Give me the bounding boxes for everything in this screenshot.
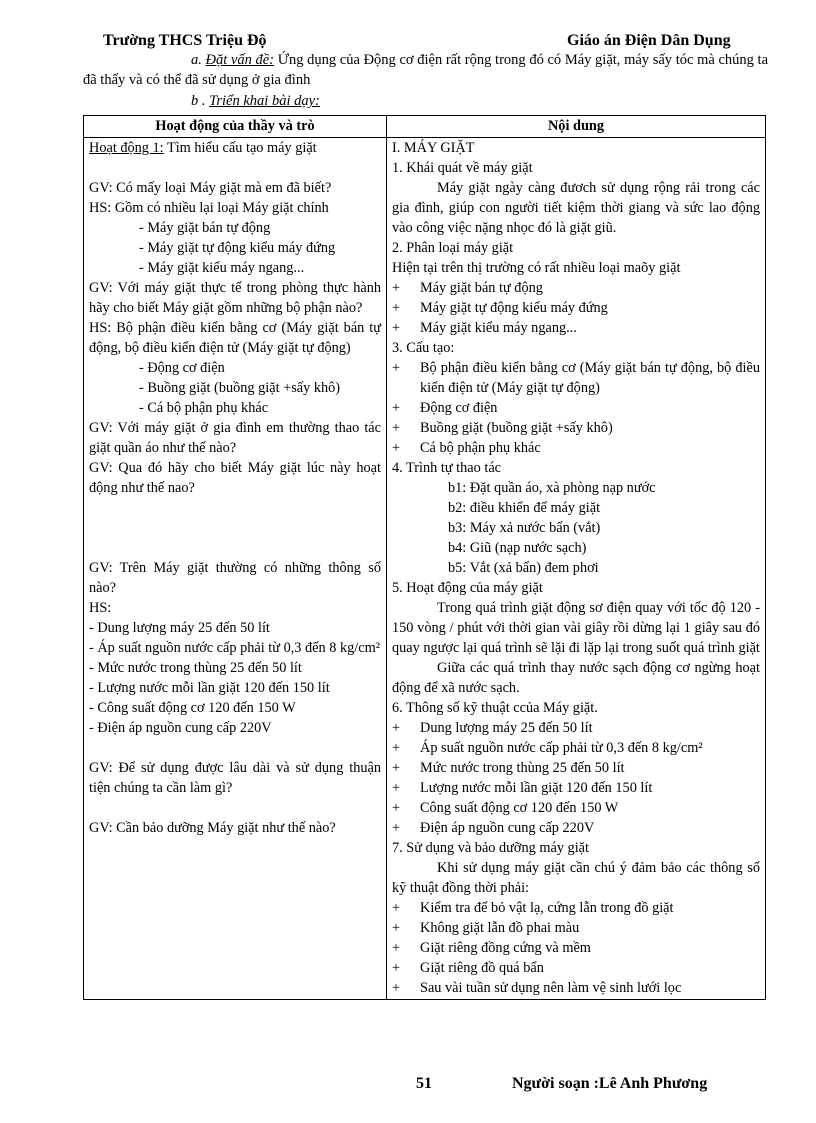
intro-a-text: Ứng dụng của Động cơ điện rất rộng trong đó có Máy giặt, máy sấy tóc mà chúng ta đã thấy và có thể đã sử dụng ở gia đình [83,52,769,88]
section-paragraph: Máy giặt ngày càng đươch sử dụng rộng rải trong các gia đình, giúp con người tiết kiệm thời giang và sức lao động vào công việc nặng nhọc đó là giặt giũ. [392,180,760,236]
activities-cell [84,138,387,1000]
step-item: b2: điều khiển để máy giặt [448,500,601,516]
section-paragraph: Hiện tại trên thị trường có rất nhiều loại maõy giặt [392,260,681,276]
table-body-row [84,138,766,1000]
bullet-mark: + [392,780,401,796]
spec-item: - Điện áp nguồn cung cấp 220V [89,720,272,736]
step-item: b1: Đặt quần áo, xà phòng nạp nước [448,480,656,496]
bullet-text: Máy giặt tự động kiểu máy đứng [420,300,608,316]
bullet-mark: + [392,920,401,936]
student-answer-1-item: - Máy giặt kiểu máy ngang... [139,260,305,276]
activity-1-text: Tìm hiểu cấu tạo máy giặt [163,140,317,156]
section-heading: 1. Khái quát về máy giặt [392,160,533,176]
bullet-item [392,718,760,738]
bullet-text: Lượng nước mỗi lần giặt 120 đến 150 lít [420,780,653,796]
teacher-question-4: GV: Qua đó hãy cho biết Máy giặt lúc này hoạt động như thế nao? [89,460,381,496]
spacer [89,158,381,178]
student-answer-2-item: - Động cơ điện [139,360,225,376]
bullet-text: Áp suất nguồn nước cấp phải từ 0,3 đến 8 kg/cm² [420,740,703,756]
teacher-question-3: GV: Với máy giặt ở gia đình em thường thao tác giặt quần áo như thế nào? [89,420,381,456]
bullet-text: Máy giặt bán tự động [420,280,543,296]
bullet-text: Buồng giặt (buồng giặt +sấy khô) [420,420,613,436]
intro-a-label: Đặt vấn đề: [205,52,275,68]
section-heading: 5. Hoạt động của máy giặt [392,580,543,596]
bullet-text: Sau vài tuần sử dụng nên làm vệ sinh lưới lọc [420,980,682,996]
intro-a-prefix: a. [191,52,206,68]
bullet-text: Dung lượng máy 25 đến 50 lít [420,720,593,736]
teacher-question-7: GV: Cần bảo dưỡng Máy giặt như thế nào? [89,820,336,836]
bullet-item [392,278,760,298]
bullet-text: Giặt riêng đồng cứng và mềm [420,940,591,956]
spacer [89,518,381,538]
student-answer-2-item: - Buồng giặt (buồng giặt +sấy khô) [139,380,341,396]
teacher-question-2: GV: Với máy giặt thực tế trong phòng thực hành hãy cho biết Máy giặt gồm những bộ phận nào? [89,280,381,316]
document-subject: Giáo án Điện Dân Dụng [567,32,731,49]
bullet-item [392,438,760,458]
bullet-text: Bộ phận điều kiển bằng cơ (Máy giặt bán tự động, bộ điều kiển điện tử (Máy giặt tự động) [420,360,760,396]
step-item: b3: Máy xả nước bẩn (vắt) [448,520,601,536]
spec-item: - Lượng nước mỗi lần giặt 120 đến 150 lít [89,680,330,696]
author-credit: Người soạn :Lê Anh Phương [512,1075,708,1092]
bullet-text: Mức nước trong thùng 25 đến 50 lít [420,760,625,776]
school-name: Trường THCS Triệu Độ [103,32,267,49]
bullet-text: Động cơ điện [420,400,498,416]
col-header-content: Nội dung [387,116,766,138]
bullet-mark: + [392,720,401,736]
teacher-question-1: GV: Có mấy loại Máy giặt mà em đã biết? [89,180,332,196]
activity-1-label: Hoạt động 1: [89,140,164,156]
intro-lesson [191,91,320,111]
section-paragraph: Khi sử dụng máy giặt cần chú ý đảm bảo các thông số kỹ thuật đồng thời phải: [392,860,760,896]
teacher-question-6: GV: Để sử dụng được lâu dài và sử dụng thuận tiện chúng ta cần làm gì? [89,760,381,796]
spacer [89,538,381,558]
section-heading: 7. Sử dụng và bảo dưỡng máy giặt [392,840,589,856]
section-heading: 4. Trình tự thao tác [392,460,502,476]
bullet-item [392,318,760,338]
spacer [89,798,381,818]
bullet-mark: + [392,740,401,756]
table-header-row [84,116,766,138]
bullet-item [392,918,760,938]
bullet-item [392,298,760,318]
bullet-item [392,818,760,838]
bullet-mark: + [392,360,401,376]
bullet-mark: + [392,440,401,456]
spec-item: - Dung lượng máy 25 đến 50 lít [89,620,270,636]
bullet-text: Kiểm tra để bỏ vật lạ, cứng lẫn trong đồ giặt [420,900,674,916]
section-heading: 2. Phân loại máy giặt [392,240,514,256]
bullet-text: Giặt riêng đồ quá bẩn [420,960,544,976]
col-header-activities: Hoạt động của thầy và trò [84,116,387,138]
bullet-mark: + [392,820,401,836]
bullet-item [392,778,760,798]
bullet-item [392,758,760,778]
bullet-item [392,418,760,438]
bullet-item [392,938,760,958]
spacer [89,738,381,758]
bullet-item [392,738,760,758]
bullet-text: Máy giặt kiểu máy ngang... [420,320,577,336]
bullet-mark: + [392,320,401,336]
section-heading: 3. Cấu tạo: [392,340,455,356]
bullet-mark: + [392,940,401,956]
spec-item: - Công suất động cơ 120 đến 150 W [89,700,296,716]
bullet-item [392,798,760,818]
page-number: 51 [416,1075,432,1092]
lesson-table [83,115,766,1000]
student-answer-1-item: - Máy giặt bán tự động [139,220,271,236]
student-answer-1: HS: Gồm có nhiều lại loại Máy giặt chính [89,200,329,216]
bullet-mark: + [392,300,401,316]
intro-b-label: Triển khai bài dạy: [209,93,320,109]
step-item: b5: Vắt (xả bẩn) đem phơi [448,560,599,576]
bullet-mark: + [392,900,401,916]
bullet-mark: + [392,980,401,996]
spec-item: - Áp suất nguồn nước cấp phải từ 0,3 đến 8 kg/cm² [89,640,380,656]
student-answer-2-item: - Cá bộ phận phụ khác [139,400,269,416]
bullet-mark: + [392,280,401,296]
teacher-question-5: GV: Trên Máy giặt thường có những thông số nào? [89,560,381,596]
section-heading: 6. Thông số kỹ thuật ccủa Máy giặt. [392,700,598,716]
bullet-text: Công suất động cơ 120 đến 150 W [420,800,619,816]
student-answer-3: HS: [89,600,112,616]
bullet-text: Không giặt lẫn đồ phai màu [420,920,580,936]
bullet-mark: + [392,960,401,976]
section-paragraph: Giữa các quá trình thay nước sạch động cơ ngừng hoạt động để xã nước sạch. [392,660,760,696]
section-paragraph: Trong quá trình giặt động sơ điện quay với tốc độ 120 - 150 vòng / phút với thời gian vài giây rồi dừng lại 1 giây sau đó quay ngược lại quá trình sẽ lặi đi lặp lại trong suốt quá trình giặt [392,600,760,656]
intro-problem [83,50,768,90]
bullet-text: Điện áp nguồn cung cấp 220V [420,820,595,836]
student-answer-2: HS: Bộ phận điều kiển bằng cơ (Máy giặt bán tự động, bộ điều kiển điện tử (Máy giặt tự động) [89,320,381,356]
intro-b-prefix: b . [191,93,210,109]
step-item: b4: Giũ (nạp nước sạch) [448,540,587,556]
bullet-mark: + [392,760,401,776]
bullet-text: Cá bộ phận phụ khác [420,440,541,456]
section-title: I. MÁY GIẶT [392,140,475,156]
bullet-item [392,978,760,998]
bullet-item [392,898,760,918]
bullet-item [392,958,760,978]
spec-item: - Mức nước trong thùng 25 đến 50 lít [89,660,302,676]
activity-1-heading [89,138,381,158]
bullet-mark: + [392,400,401,416]
bullet-item [392,398,760,418]
spacer [89,498,381,518]
bullet-item [392,358,760,398]
content-cell [387,138,766,1000]
bullet-mark: + [392,800,401,816]
bullet-mark: + [392,420,401,436]
student-answer-1-item: - Máy giặt tự động kiểu máy đứng [139,240,336,256]
